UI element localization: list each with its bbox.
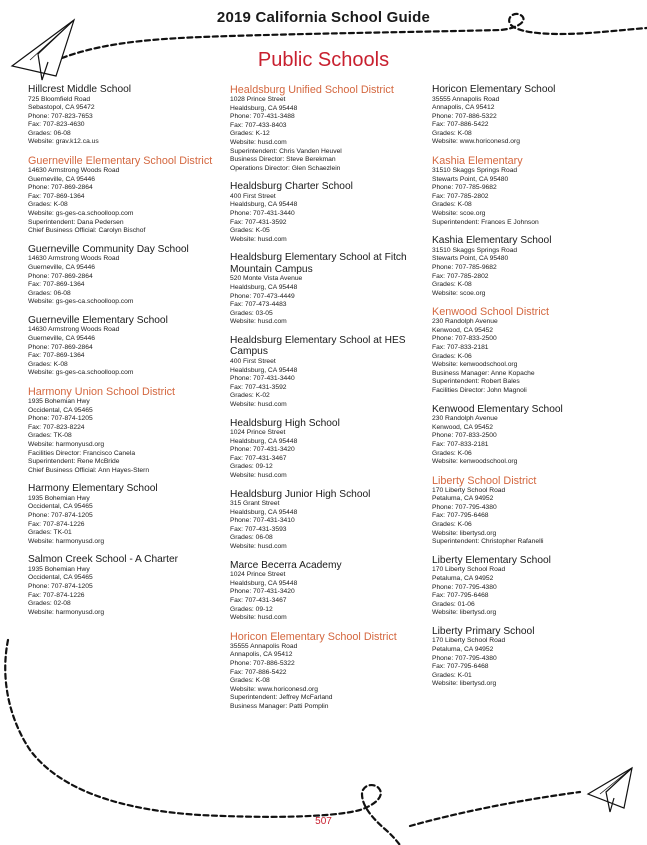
detail-line: 170 Liberty School Road: [432, 637, 506, 645]
detail-line: 1935 Bohemian Hwy: [28, 494, 90, 502]
detail-line: Website: harmonyusd.org: [28, 537, 105, 545]
district-entry: [432, 475, 628, 547]
detail-line: Fax: 707-869-1364: [28, 192, 85, 200]
school-name: Hillcrest Middle School: [28, 84, 132, 95]
detail-line: Fax: 707-869-1364: [28, 352, 85, 360]
detail-line: Chief Business Official: Ann Hayes-Stern: [28, 466, 150, 474]
detail-line: Website: gs-ges-ca.schoolloop.com: [28, 298, 134, 306]
detail-line: Website: www.horiconesd.org: [432, 138, 520, 146]
guide-title: 2019 California School Guide: [216, 9, 431, 26]
detail-line: Website: grav.k12.ca.us: [28, 138, 99, 146]
school-entry: [230, 181, 425, 244]
detail-line: Guerneville, CA 95446: [28, 334, 95, 342]
detail-line: 1024 Prince Street: [230, 571, 286, 579]
detail-line: Business Director: Steve Berekman: [230, 156, 336, 164]
school-name: Healdsburg High School: [230, 417, 340, 429]
detail-line: Superintendent: Frances E Johnson: [432, 218, 539, 226]
school-entry: [28, 315, 220, 378]
detail-line: Phone: 707-785-9682: [432, 184, 497, 192]
detail-line: 14630 Armstrong Woods Road: [28, 167, 120, 175]
school-name: Kashia Elementary School: [432, 235, 552, 247]
school-entry: [432, 235, 628, 298]
detail-line: Phone: 707-886-5322: [432, 112, 497, 120]
detail-line: Sebastopol, CA 95472: [28, 104, 95, 112]
detail-line: Website: husd.com: [230, 400, 287, 408]
detail-line: Grades: K-06: [432, 449, 472, 457]
detail-line: Website: libertysd.org: [432, 609, 497, 617]
detail-line: Healdsburg, CA 95448: [230, 201, 298, 209]
detail-line: Facilities Director: Francisco Canela: [28, 449, 136, 457]
school-name: Guerneville Community Day School: [28, 243, 189, 255]
detail-line: Superintendent: Robert Bales: [432, 378, 520, 386]
detail-line: Occidental, CA 95465: [28, 503, 93, 511]
detail-line: Occidental, CA 95465: [28, 406, 93, 414]
district-entry: [230, 631, 425, 712]
detail-line: Phone: 707-473-4449: [230, 292, 295, 300]
detail-line: Website: husd.com: [230, 235, 287, 243]
school-entry: [432, 626, 628, 689]
detail-line: Superintendent: Christopher Rafanelli: [432, 538, 544, 546]
detail-line: Phone: 707-795-4380: [432, 503, 497, 511]
school-name: Salmon Creek School - A Charter: [28, 554, 179, 566]
school-name: Liberty Elementary School: [432, 554, 551, 566]
detail-line: 400 First Street: [230, 192, 276, 200]
district-entry: [28, 155, 220, 236]
detail-line: 170 Liberty School Road: [432, 566, 506, 574]
detail-line: Grades: K-08: [28, 201, 68, 209]
detail-line: Website: husd.com: [230, 614, 287, 622]
detail-line: Phone: 707-795-4380: [432, 654, 497, 662]
detail-line: Healdsburg, CA 95448: [230, 104, 298, 112]
column-middle: [230, 84, 425, 719]
district-name: Liberty School District: [432, 474, 537, 487]
detail-line: Grades: 01-06: [432, 600, 475, 608]
school-entry: [230, 560, 425, 623]
page-number: 507: [315, 816, 332, 827]
detail-line: Grades: K-08: [432, 281, 472, 289]
detail-line: Phone: 707-785-9682: [432, 263, 497, 271]
district-entry: [230, 84, 425, 173]
school-entry: [230, 252, 425, 327]
district-name: Guerneville Elementary School District: [28, 155, 213, 168]
detail-line: Grades: K-08: [230, 677, 270, 685]
detail-line: Fax: 707-886-5422: [432, 121, 489, 129]
detail-line: Fax: 707-785-2802: [432, 272, 489, 280]
detail-line: 1028 Prince Street: [230, 96, 286, 103]
detail-line: Fax: 707-431-3593: [230, 525, 287, 533]
detail-line: Healdsburg, CA 95448: [230, 508, 298, 516]
district-name: Horicon Elementary School District: [230, 630, 397, 643]
detail-line: Fax: 707-431-3592: [230, 218, 287, 226]
detail-line: Grades: 02-08: [28, 600, 71, 608]
section-title: Public Schools: [257, 49, 390, 71]
detail-line: Grades: 06-08: [230, 534, 273, 542]
detail-line: Fax: 707-823-8224: [28, 423, 85, 431]
detail-line: Fax: 707-823-4630: [28, 121, 85, 129]
paper-plane-icon: [588, 768, 632, 812]
detail-line: Fax: 707-473-4483: [230, 301, 287, 309]
detail-line: Phone: 707-869-2864: [28, 184, 93, 192]
school-entry: [28, 84, 220, 147]
detail-line: Grades: K-06: [432, 521, 472, 529]
detail-line: Grades: 09-12: [230, 463, 273, 471]
detail-line: 230 Randolph Avenue: [432, 415, 498, 423]
detail-line: Stewarts Point, CA 95480: [432, 255, 509, 263]
district-name: Healdsburg Unified School District: [230, 84, 394, 96]
detail-line: Chief Business Official: Carolyn Bischof: [28, 227, 146, 235]
district-name: Kashia Elementary: [432, 155, 523, 168]
detail-line: Phone: 707-431-3488: [230, 113, 295, 121]
detail-line: 520 Monte Vista Avenue: [230, 275, 303, 283]
detail-line: Grades: K-08: [432, 201, 472, 209]
school-entry: [28, 554, 220, 617]
detail-line: Phone: 707-869-2864: [28, 343, 93, 351]
detail-line: Grades: K-01: [432, 671, 472, 679]
detail-line: Superintendent: Dana Pedersen: [28, 218, 124, 226]
detail-line: Fax: 707-795-6468: [432, 512, 489, 520]
detail-line: Annapolis, CA 95412: [432, 104, 495, 112]
detail-line: 725 Bloomfield Road: [28, 95, 91, 103]
detail-line: Phone: 707-431-3420: [230, 588, 295, 596]
district-name: Harmony Union School District: [28, 385, 176, 398]
detail-line: Phone: 707-833-2500: [432, 432, 497, 440]
detail-line: Website: husd.com: [230, 138, 287, 146]
detail-line: Website: gs-ges-ca.schoolloop.com: [28, 369, 134, 377]
detail-line: Healdsburg, CA 95448: [230, 437, 298, 445]
detail-line: Grades: 03-05: [230, 309, 273, 317]
detail-line: Guerneville, CA 95446: [28, 175, 95, 183]
detail-line: Fax: 707-785-2802: [432, 192, 489, 200]
detail-line: Phone: 707-431-3440: [230, 210, 295, 218]
detail-line: Fax: 707-869-1364: [28, 281, 85, 289]
detail-line: Fax: 707-874-1226: [28, 591, 85, 599]
detail-line: Kenwood, CA 95452: [432, 423, 493, 431]
detail-line: Annapolis, CA 95412: [230, 651, 293, 659]
detail-line: Phone: 707-874-1205: [28, 583, 93, 591]
district-entry: [432, 155, 628, 227]
detail-line: Fax: 707-795-6468: [432, 663, 489, 671]
detail-line: 14630 Armstrong Woods Road: [28, 326, 120, 334]
detail-line: Phone: 707-823-7653: [28, 112, 93, 120]
school-name: Healdsburg Elementary School at Fitch Mountain Campus: [230, 252, 407, 275]
detail-line: 31510 Skaggs Springs Road: [432, 167, 518, 175]
detail-line: Healdsburg, CA 95448: [230, 366, 298, 374]
detail-line: Fax: 707-433-8403: [230, 121, 287, 129]
detail-line: Business Manager: Anne Kopache: [432, 369, 535, 377]
detail-line: Website: harmonyusd.org: [28, 440, 105, 448]
detail-line: Fax: 707-431-3467: [230, 596, 287, 604]
school-name: Healdsburg Elementary School at HES Campus: [230, 334, 406, 358]
detail-line: Phone: 707-833-2500: [432, 335, 497, 343]
detail-line: Operations Director: Glen Schaezlein: [230, 164, 341, 172]
detail-line: Website: husd.com: [230, 472, 287, 479]
detail-line: 315 Grant Street: [230, 500, 280, 508]
detail-line: Facilities Director: John Magnoli: [432, 387, 527, 395]
detail-line: Website: harmonyusd.org: [28, 608, 105, 616]
school-entry: [432, 555, 628, 618]
detail-line: Stewarts Point, CA 95480: [432, 175, 509, 183]
detail-line: Healdsburg, CA 95448: [230, 579, 298, 587]
detail-line: Superintendent: Rene McBride: [28, 458, 120, 466]
district-entry: [432, 306, 628, 395]
detail-line: Website: libertysd.org: [432, 529, 497, 537]
detail-line: Grades: 06-08: [28, 289, 71, 297]
detail-line: Fax: 707-833-2181: [432, 344, 489, 352]
detail-line: Superintendent: Chris Vanden Heuvel: [230, 147, 342, 155]
detail-line: 230 Randolph Avenue: [432, 318, 498, 326]
detail-line: Occidental, CA 95465: [28, 574, 93, 582]
detail-line: Phone: 707-431-3410: [230, 517, 295, 525]
detail-line: Grades: K-06: [432, 352, 472, 360]
detail-line: Phone: 707-869-2864: [28, 272, 93, 280]
detail-line: Fax: 707-795-6468: [432, 592, 489, 600]
detail-line: Business Manager: Patti Pomplin: [230, 702, 329, 710]
detail-line: 170 Liberty School Road: [432, 486, 506, 494]
school-entry: [230, 489, 425, 552]
school-name: Healdsburg Charter School: [230, 181, 353, 193]
school-entry: [230, 335, 425, 410]
detail-line: Phone: 707-431-3420: [230, 446, 295, 454]
school-name: Horicon Elementary School: [432, 84, 556, 95]
detail-line: Fax: 707-431-3592: [230, 383, 287, 391]
detail-line: Phone: 707-795-4380: [432, 583, 497, 591]
detail-line: Superintendent: Jeffrey McFarland: [230, 694, 333, 702]
school-entry: [28, 244, 220, 307]
detail-line: Phone: 707-886-5322: [230, 659, 295, 667]
detail-line: Fax: 707-886-5422: [230, 668, 287, 676]
detail-line: Website: kenwoodschool.org: [432, 361, 518, 369]
detail-line: Fax: 707-833-2181: [432, 440, 489, 448]
school-entry: [230, 418, 425, 481]
detail-line: Fax: 707-874-1226: [28, 520, 85, 528]
school-name: Liberty Primary School: [432, 625, 535, 637]
detail-line: Grades: K-02: [230, 392, 270, 400]
detail-line: Website: scoe.org: [432, 210, 486, 218]
district-name: Kenwood School District: [432, 306, 550, 319]
detail-line: Phone: 707-874-1205: [28, 415, 93, 423]
detail-line: Grades: K-08: [432, 129, 472, 137]
column-right: [432, 84, 628, 697]
detail-line: Grades: TK-01: [28, 529, 72, 537]
detail-line: Website: husd.com: [230, 543, 287, 551]
school-name: Harmony Elementary School: [28, 483, 158, 495]
detail-line: Phone: 707-431-3440: [230, 375, 295, 383]
detail-line: Petaluma, CA 94952: [432, 495, 494, 503]
detail-line: 35555 Annapolis Road: [230, 642, 298, 650]
detail-line: 400 First Street: [230, 357, 276, 365]
detail-line: 35555 Annapolis Road: [432, 95, 500, 103]
detail-line: Petaluma, CA 94952: [432, 646, 494, 653]
detail-line: Grades: K-12: [230, 130, 270, 138]
detail-line: 1935 Bohemian Hwy: [28, 565, 90, 573]
detail-line: Phone: 707-874-1205: [28, 511, 93, 519]
detail-line: Grades: K-05: [230, 227, 270, 235]
column-left: [28, 84, 220, 625]
detail-line: Website: gs-ges-ca.schoolloop.com: [28, 210, 134, 218]
detail-line: Grades: 06-08: [28, 129, 71, 137]
detail-line: 31510 Skaggs Springs Road: [432, 246, 518, 254]
school-name: Kenwood Elementary School: [432, 403, 563, 415]
detail-line: Website: www.horiconesd.org: [230, 685, 318, 693]
school-entry: [432, 404, 628, 467]
school-entry: [432, 84, 628, 147]
school-name: Healdsburg Junior High School: [230, 488, 371, 500]
detail-line: Website: libertysd.org: [432, 680, 497, 688]
detail-line: Guerneville, CA 95446: [28, 263, 95, 271]
detail-line: 1024 Prince Street: [230, 429, 286, 437]
school-name: Guerneville Elementary School: [28, 314, 168, 326]
detail-line: Fax: 707-431-3467: [230, 454, 287, 462]
detail-line: 14630 Armstrong Woods Road: [28, 255, 120, 263]
district-entry: [28, 386, 220, 475]
detail-line: Petaluma, CA 94952: [432, 574, 494, 582]
detail-line: 1935 Bohemian Hwy: [28, 397, 90, 405]
detail-line: Grades: TK-08: [28, 432, 72, 440]
detail-line: Healdsburg, CA 95448: [230, 284, 298, 291]
detail-line: Website: husd.com: [230, 318, 287, 326]
detail-line: Grades: K-08: [28, 360, 68, 368]
school-name: Marce Becerra Academy: [230, 559, 342, 571]
school-entry: [28, 483, 220, 546]
detail-line: Website: scoe.org: [432, 289, 486, 297]
detail-line: Kenwood, CA 95452: [432, 326, 493, 334]
detail-line: Website: kenwoodschool.org: [432, 458, 518, 466]
detail-line: Grades: 09-12: [230, 605, 273, 613]
